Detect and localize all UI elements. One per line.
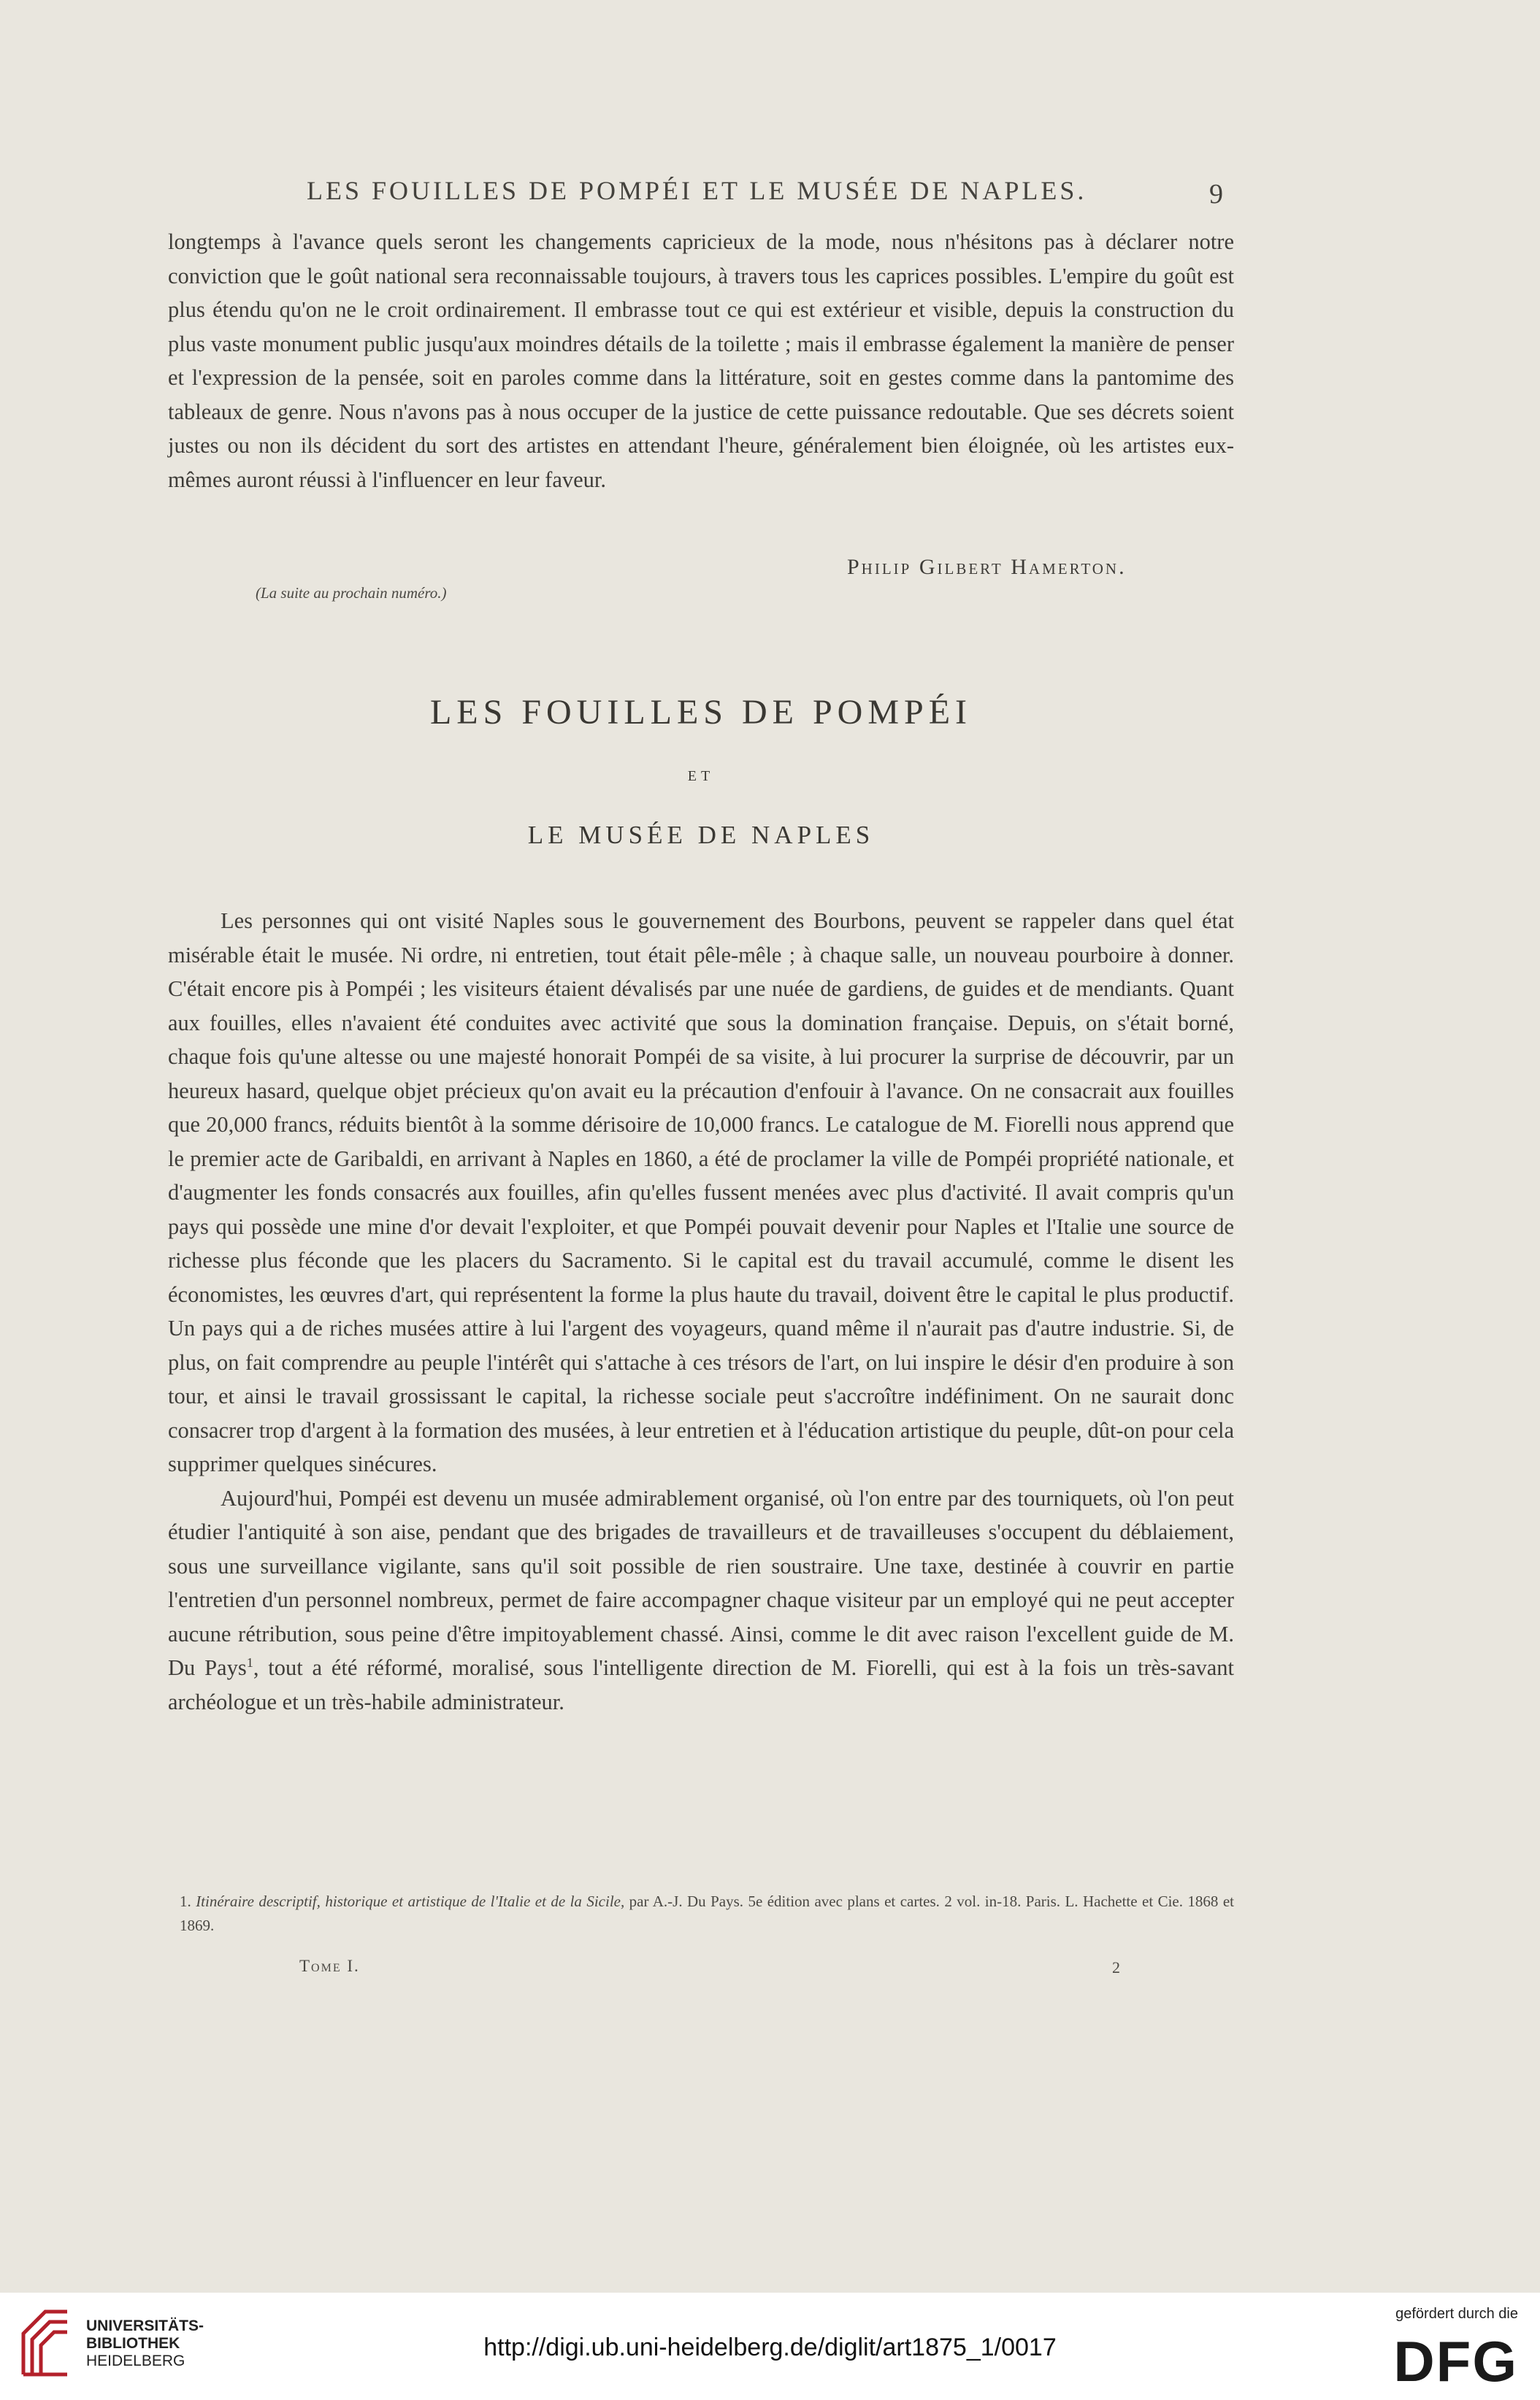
article-subtitle: LE MUSÉE DE NAPLES (527, 821, 875, 849)
footnote-number: 1. (180, 1893, 191, 1910)
paragraph: Les personnes qui ont visité Naples sous le gouvernement des Bourbons, peuvent se rappeler dans quel état misérable était le musée. Ni ordre, ni entretien, tout était pêle-mêle ; à chaque salle, un nouveau pourboire à donner. C'était encore pis à Pompéi ; les visiteurs étaient dévalisés par une nuée de gardiens, de guides et de mendiants. Quant aux fouilles, elles n'avaient été conduites avec activité que sous la domination française. Depuis, on s'était borné, chaque fois qu'une altesse ou une majesté honorait Pompéi de sa visite, à lui procurer la surprise de découvrir, par un heureux hasard, quelque objet précieux qu'on avait eu la précaution d'enfouir à l'avance. On ne consacrait aux fouilles que 20,000 francs, réduits bientôt à la somme dérisoire de 10,000 francs. Le catalogue de M. Fiorelli nous apprend que le premier acte de Garibaldi, en arrivant à Naples en 1860, a été de proclamer la ville de Pompéi propriété nationale, et d'augmenter les fonds consacrés aux fouilles, afin qu'elles fussent menées avec plus d'activité. Il avait compris qu'un pays qui possède une mine d'or devait l'exploiter, et que Pompéi pouvait devenir pour Naples et l'Italie une source de richesse plus féconde que les placers du Sacramento. Si le capital est du travail accumulé, comme le disent les économistes, les œuvres d'art, qui représentent la forme la plus haute du travail, doivent être le capital le plus productif. Un pays qui a de riches musées attire à lui l'argent des voyageurs, quand même il n'aurait pas d'autre industrie. Si, de plus, on fait comprendre au peuple l'intérêt qui s'attache à ces trésors de l'art, on lui inspire le désir d'en produire à son tour, et ainsi le travail grossissant le capital, la richesse sociale peut s'accroître indéfiniment. On ne saurait donc consacrer trop d'argent à la formation des musées, à leur entretien et à l'éducation artistique du peuple, dût-on pour cela supprimer quelques sinécures. (168, 908, 1234, 1476)
article-body (168, 904, 1234, 1719)
footnote-reference: 1 (246, 1655, 253, 1670)
running-head: LES FOUILLES DE POMPÉI ET LE MUSÉE DE NAPLES. (307, 176, 1087, 205)
digitization-footer (0, 2293, 1540, 2400)
library-name-line: HEIDELBERG (86, 2353, 185, 2369)
footnote-title: Itinéraire descriptif, historique et artistique de l'Italie et de la Sicile, (196, 1893, 625, 1910)
sheet-number: 2 (1112, 1958, 1120, 1977)
funding-note: gefördert durch die (1395, 2306, 1518, 2322)
article-conjunction: ET (687, 768, 715, 784)
library-name-line: UNIVERSITÄTS- (86, 2317, 204, 2334)
article-title: LES FOUILLES DE POMPÉI (429, 693, 973, 732)
footnote-text: par A.-J. Du Pays. 5e édition avec plans et cartes. 2 vol. in-18. Paris. L. Hachette et Cie. 1868 et 1869. (180, 1893, 1235, 1934)
author-signature: Philip Gilbert Hamerton. (847, 555, 1127, 579)
paragraph-text: Aujourd'hui, Pompéi est devenu un musée admirablement organisé, où l'on entre par des tourniquets, où l'on peut étudier l'antiquité à son aise, pendant que des brigades de travailleurs et de travailleuses s'occupent du déblaiement, sous une surveillance vigilante, sans qu'il soit possible de rien soustraire. Une taxe, destinée à couvrir en partie l'entretien d'un personnel nombreux, permet de faire accompagner chaque visiteur par un employé qui ne peut accepter aucune rétribution, sous peine d'être impitoyablement chassé. Ainsi, comme le dit avec raison l'excellent guide de M. Du Pays (168, 1485, 1234, 1680)
paragraph-text: , tout a été réformé, moralisé, sous l'intelligente direction de M. Fiorelli, qui est à la fois un très-savant archéologue et un très-habile administrateur. (168, 1655, 1234, 1714)
library-name-line: BIBLIOTHEK (86, 2335, 180, 2352)
previous-article-text (168, 225, 1234, 497)
paragraph: longtemps à l'avance quels seront les changements capricieux de la mode, nous n'hésitons pas à déclarer notre conviction que le goût national sera reconnaissable toujours, à travers tous les caprices possibles. L'empire du goût est plus étendu qu'on ne le croit ordinairement. Il embrasse tout ce qui est extérieur et visible, depuis la construction du plus vaste monument public jusqu'aux moindres détails de la toilette ; mais il embrasse également la manière de penser et l'expression de la pensée, soit en paroles comme dans la littérature, soit en gestes comme dans la pantomime des tableaux de genre. Nous n'avons pas à nous occuper de la justice de cette puissance redoutable. Que ses décrets soient justes ou non ils décident du sort des artistes en attendant l'heure, généralement bien éloignée, où les artistes eux-mêmes auront réussi à l'influencer en leur faveur. (168, 229, 1234, 492)
footnote (180, 1890, 1234, 1938)
page-number: 9 (1209, 179, 1223, 210)
dfg-logo: DFG (1393, 2329, 1518, 2393)
paragraph (168, 1481, 1234, 1720)
continuation-note: (La suite au prochain numéro.) (256, 584, 447, 602)
volume-signature: Tome I. (299, 1957, 360, 1975)
permalink-url[interactable]: http://digi.ub.uni-heidelberg.de/diglit/art1875_1/0017 (483, 2334, 1057, 2361)
